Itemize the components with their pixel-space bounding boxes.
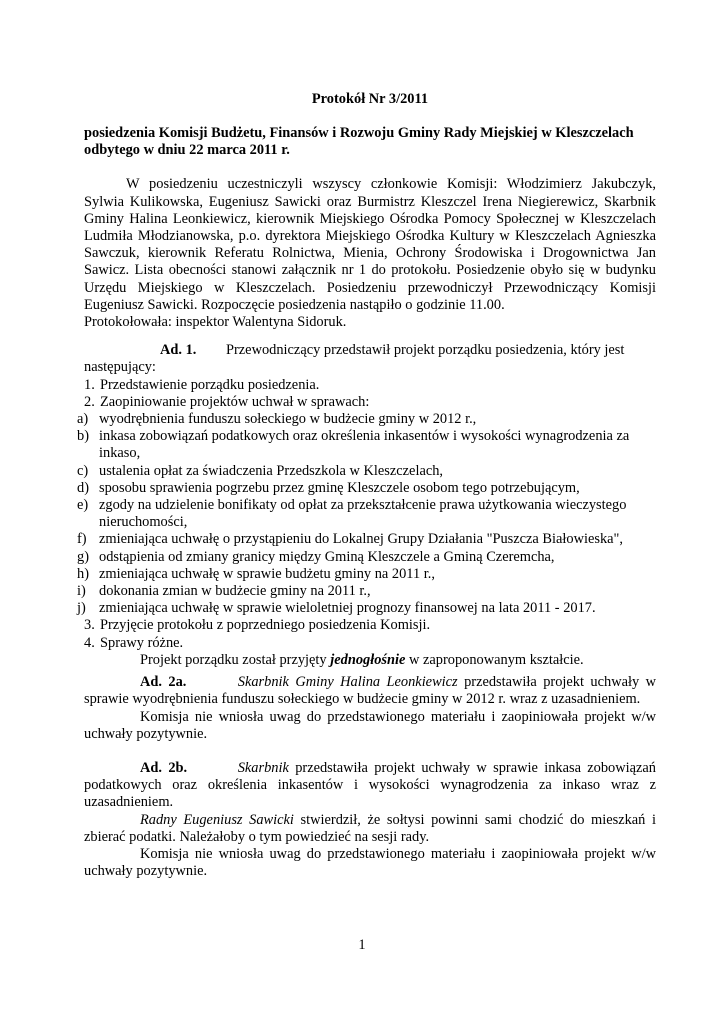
ad1-heading: Ad. 1. [160,342,197,359]
list-item: b) inkasa zobowiązań podatkowych oraz określenia inkasentów i wysokości wynagrodzenia za inkaso, [77,428,630,462]
agenda-subitem-list [77,411,656,617]
list-item: j) zmieniająca uchwałę w sprawie wieloletniej prognozy finansowej na lata 2011 - 2017. [77,600,596,617]
list-item: f) zmieniająca uchwałę o przystąpieniu do Lokalnej Grupy Działania "Puszcza Białowieska", [77,531,624,548]
document-subtitle: posiedzenia Komisji Budżetu, Finansów i Rozwoju Gminy Rady Miejskiej w Kleszczelach odbytego w dniu 22 marca 2011 r. [84,125,634,159]
section-ad2b [84,760,656,880]
list-item: 3. Przyjęcie protokołu z poprzedniego posiedzenia Komisji. [84,617,431,634]
ad2a-speaker: Skarbnik Gminy Halina Leonkiewicz [237,674,458,691]
section-ad2a [84,674,656,743]
ad2b-paragraph: Ad. 2b. Skarbnik przedstawiła projekt uchwały w sprawie inkasa zobowiązań podatkowych oraz określenia inkasentów i wysokości wynagrodzenia za inkaso wraz z uzasadnieniem. [84,759,657,811]
document-title: Protokół Nr 3/2011 [311,91,429,107]
ad2a-opinion: Komisja nie wniosła uwag do przedstawionego materiału i zaopiniowała projekt w/w uchwały pozytywnie. [84,708,656,742]
ad2b-speaker: Skarbnik [237,759,289,776]
ad2b-opinion: Komisja nie wniosła uwag do przedstawionego materiału i zaopiniowała projekt w/w uchwały pozytywnie. [84,845,656,880]
list-item: a) wyodrębnienia funduszu sołeckiego w budżecie gminy w 2012 r., [77,411,477,428]
agenda-list-end [84,617,656,651]
ad2a-heading: Ad. 2a. [140,674,187,691]
intro-paragraph: W posiedzeniu uczestniczyli wszyscy członkowie Komisji: Włodzimierz Jakubczyk, Sylwia Kulikowska, Eugeniusz Sawicki oraz Burmistrz Kleszczel Irena Niegierewicz, Skarbnik Gminy Halina Leonkiewicz, kierownik Miejskiego Ośrodka Pomocy Społecznej w Kleszczelach Ludmiła Młodzianowska, p.o. dyrektora Miejskiego Ośrodka Kultury w Kleszczelach Agnieszka Sawczuk, kierownik Referatu Rolnictwa, Mienia, Ochrony Środowiska i Drogownictwa Jan Sawicz. Lista obecności stanowi załącznik nr 1 do protokołu. Posiedzenie obyło się w budynku Urzędu Miejskiego w Kleszczelach. Posiedzeniu przewodniczył Przewodniczący Komisji Eugeniusz Sawicki. Rozpoczęcie posiedzenia nastąpiło o godzinie 11.00. [84,176,656,313]
ad2b-councillor: Radny Eugeniusz Sawicki stwierdził, że sołtysi powinni sami chodzić do mieszkań i zbierać podatki. Należałoby o tym powiedzieć na sesji rady. [84,811,656,845]
agenda-list [84,377,656,411]
list-item: 2. Zaopiniowanie projektów uchwał w sprawach: [84,393,370,410]
section-ad1 [77,342,656,669]
list-item: 1. Przedstawienie porządku posiedzenia. [84,376,320,393]
list-item: 4. Sprawy różne. [84,634,184,651]
ad1-intro-first: Przewodniczący przedstawił projekt porządku posiedzenia, który jest [226,342,625,359]
page-number: 1 [358,937,366,953]
list-item: g) odstąpienia od zmiany granicy między Gminą Kleszczele a Gminą Czeremcha, [77,548,555,565]
list-item: d) sposobu sprawienia pogrzebu przez gminę Kleszczele osobom tego potrzebującym, [77,479,580,496]
ad1-intro-cont: następujący: [84,359,156,376]
list-item: h) zmieniająca uchwałę w sprawie budżetu gminy na 2011 r., [77,565,435,582]
ad2b-heading: Ad. 2b. [140,759,188,776]
document-body [77,91,657,880]
list-item: i) dokonania zmian w budżecie gminy na 2011 r., [77,583,371,600]
list-item: c) ustalenia opłat za świadczenia Przedszkola w Kleszczelach, [77,462,444,479]
recorder-line: Protokołowała: inspektor Walentyna Sidoruk. [84,314,347,331]
list-item: e) zgody na udzielenie bonifikaty od opłat za przekształcenie prawa użytkowania wieczystego nieruchomości, [77,497,627,531]
agenda-accepted: Projekt porządku został przyjęty jednogłośnie w zaproponowanym kształcie. [140,651,584,668]
ad2a-paragraph: Ad. 2a. Skarbnik Gminy Halina Leonkiewicz przedstawiła projekt uchwały w sprawie wyodrębnienia funduszu sołeckiego w budżecie gminy w 2012 r. wraz z uzasadnieniem. [84,674,656,708]
